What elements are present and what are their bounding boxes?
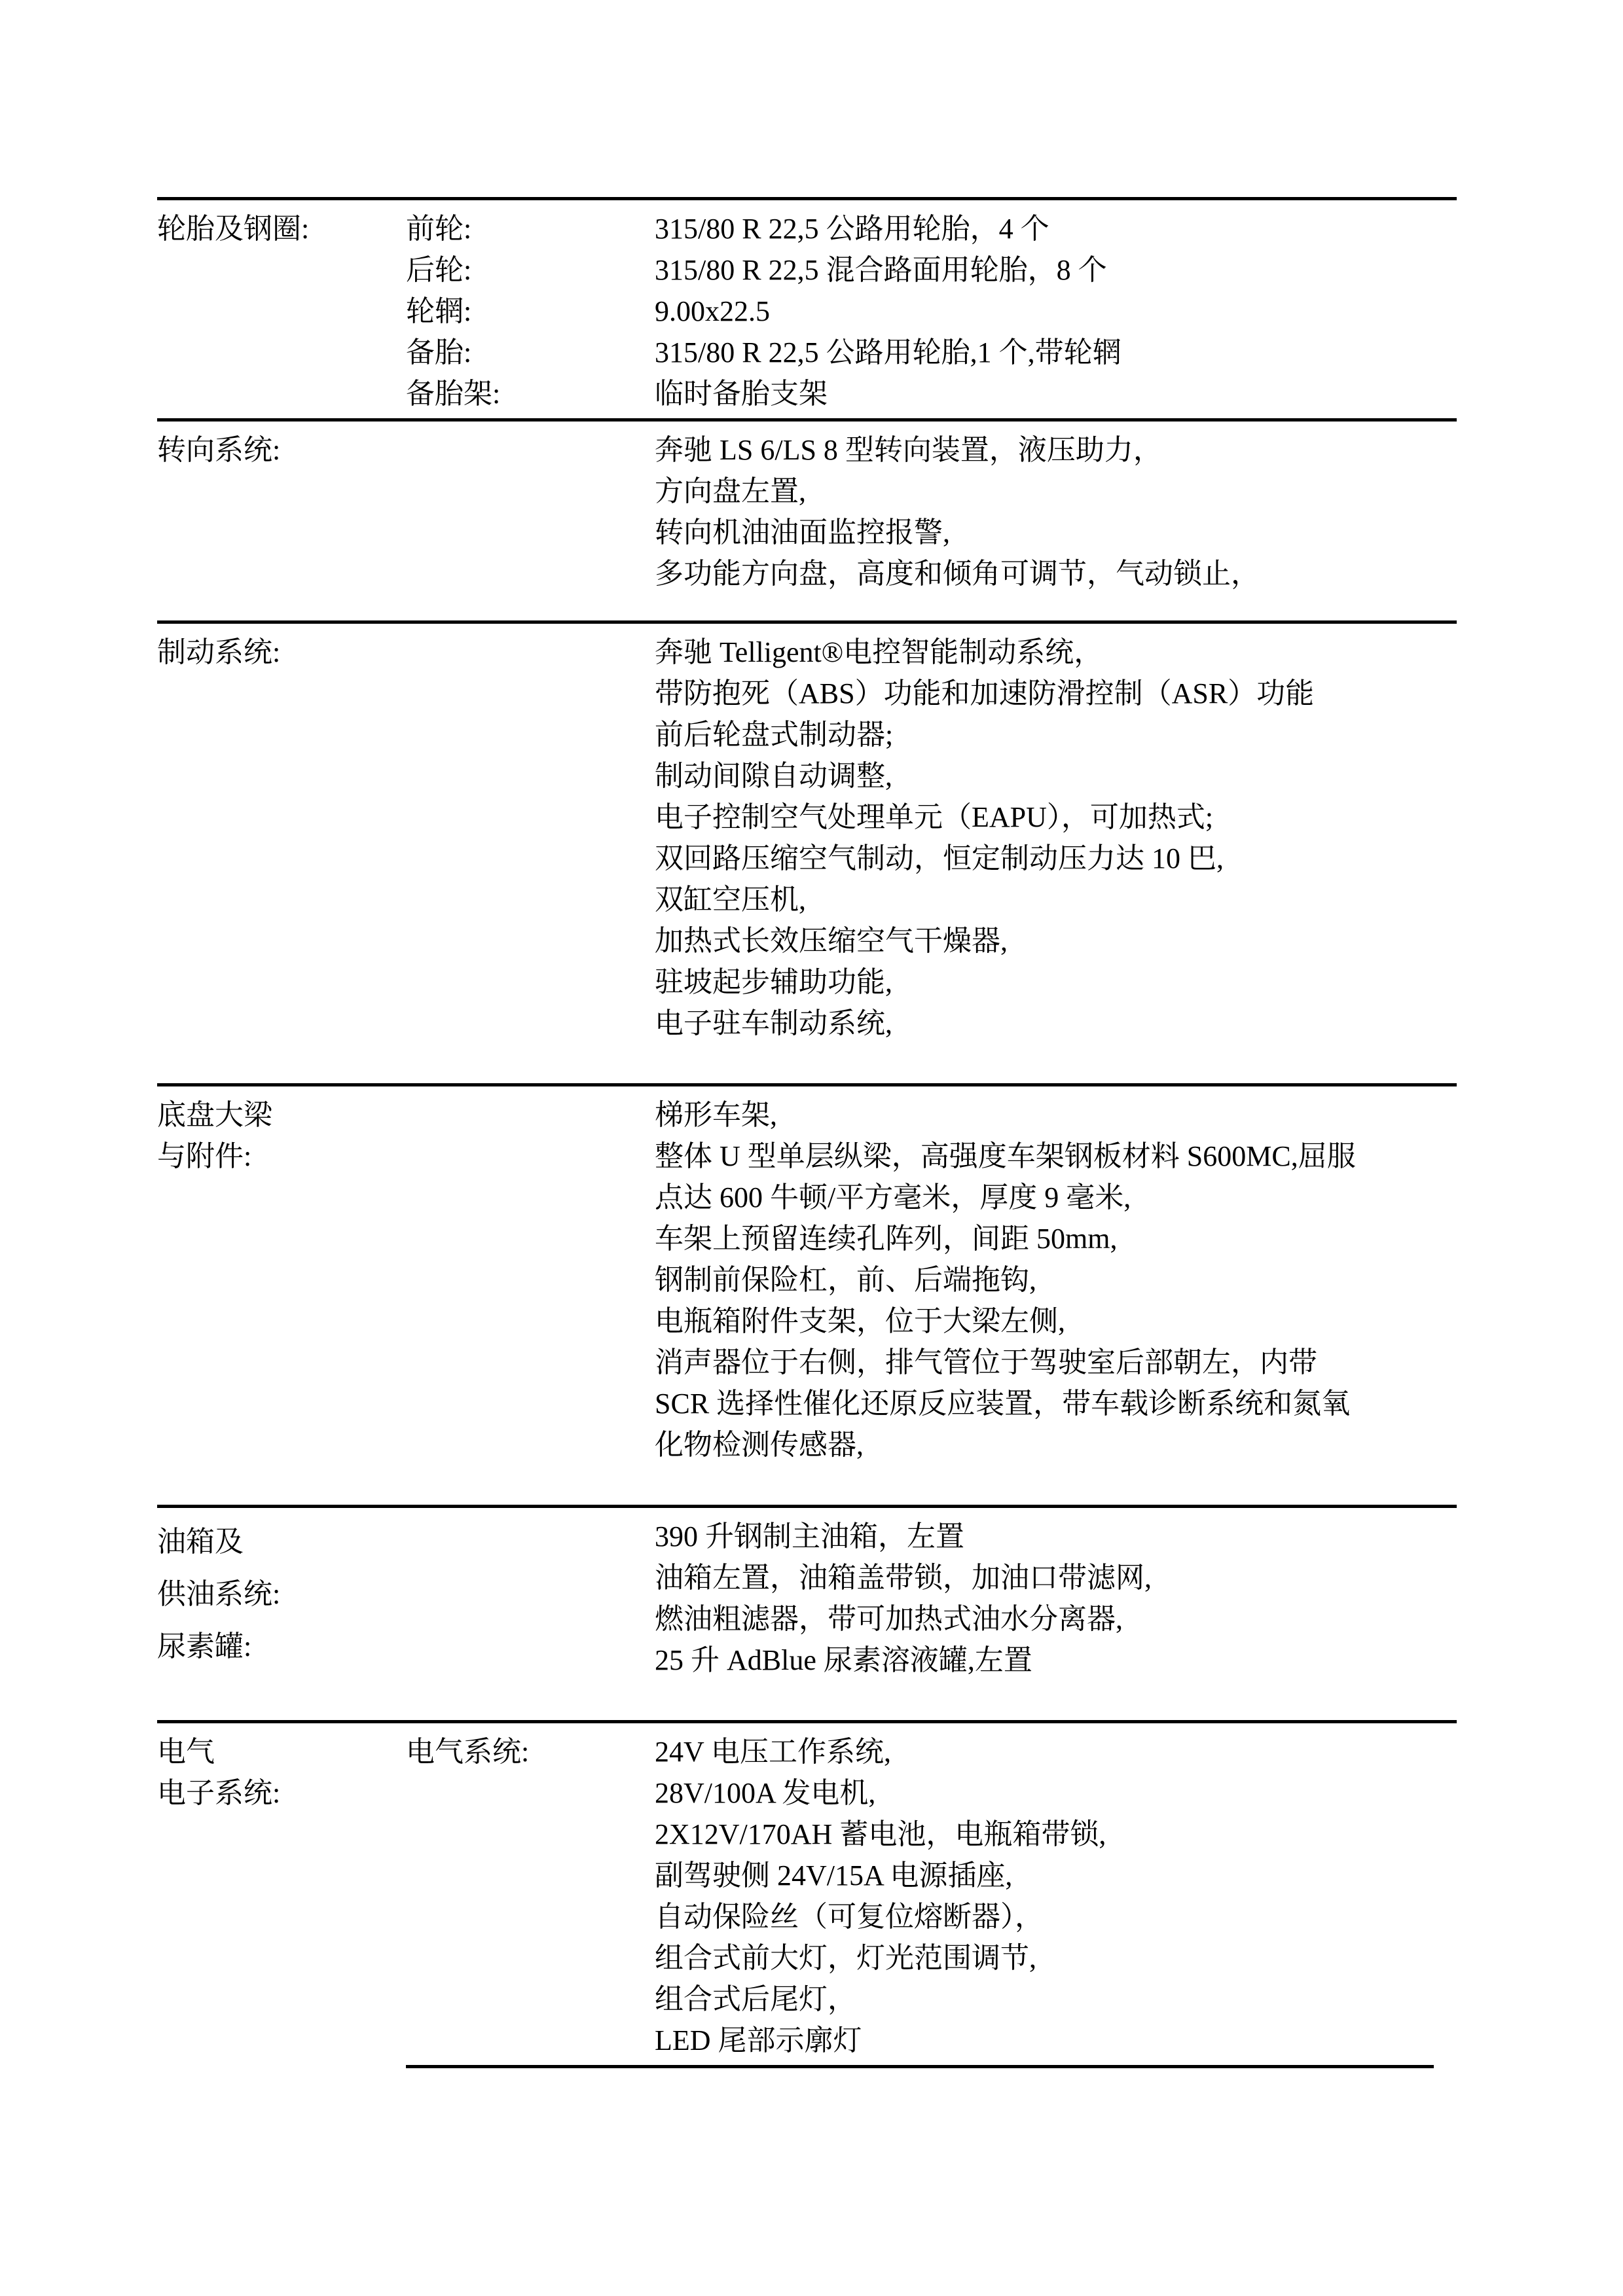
spec-value-line: 2X12V/170AH 蓄电池，电瓶箱带锁, [655,1818,1106,1850]
row-labels [406,1731,655,1772]
spec-value-line: 多功能方向盘，高度和倾角可调节，气动锁止， [655,558,1260,590]
spec-values [655,208,1463,414]
section-divider-bottom [406,2065,1434,2068]
spec-value-line: 315/80 R 22,5 公路用轮胎,1 个,带轮辋 [655,336,1122,368]
section-braking [157,624,1467,1083]
spec-value-line: 临时备胎支架 [655,378,828,410]
spec-values [655,1731,1463,2061]
spec-value-line: 自动保险丝（可复位熔断器）， [655,1901,1044,1933]
spec-value-line: 梯形车架, [655,1099,777,1131]
section-label-line: 油箱及 [157,1526,244,1558]
spec-value-line: 加热式长效压缩空气干燥器, [655,925,1008,957]
spec-value-line: 消声器位于右侧，排气管位于驾驶室后部朝左，内带 [655,1346,1317,1378]
spec-value-line: 24V 电压工作系统, [655,1736,891,1768]
spec-value-line: 电子驻车制动系统, [655,1007,892,1039]
spec-value-line: 电瓶箱附件支架，位于大梁左侧, [655,1305,1065,1337]
spec-values [655,429,1463,594]
section-label-line: 制动系统: [157,636,281,668]
section-label [157,208,406,249]
spec-values [655,1516,1463,1681]
spec-value-line: 组合式前大灯，灯光范围调节, [655,1942,1036,1974]
spec-value-line: 25 升 AdBlue 尿素溶液罐,左置 [655,1644,1032,1676]
spec-value-line: SCR 选择性催化还原反应装置，带车载诊断系统和氮氧 [655,1388,1351,1420]
section-tires [157,200,1467,418]
spec-value-line: 车架上预留连续孔阵列，间距 50mm, [655,1223,1118,1255]
section-fuel [157,1508,1467,1720]
spec-value-line: 组合式后尾灯， [655,1983,856,2015]
spec-value-line: 315/80 R 22,5 混合路面用轮胎，8 个 [655,254,1107,286]
section-label [157,1731,406,1814]
spec-value-line: 驻坡起步辅助功能, [655,966,892,998]
spec-value-line: 315/80 R 22,5 公路用轮胎，4 个 [655,213,1049,245]
section-label [157,632,406,673]
spec-value-line: 点达 600 牛顿/平方毫米，厚度 9 毫米, [655,1181,1131,1213]
spec-value-line: 390 升钢制主油箱，左置 [655,1520,964,1552]
spec-value-line: 副驾驶侧 24V/15A 电源插座, [655,1859,1013,1892]
spec-value-line: 钢制前保险杠，前、后端拖钩, [655,1264,1036,1296]
spec-value-line: 奔驰 LS 6/LS 8 型转向装置，液压助力， [655,434,1162,466]
row-label: 备胎: [406,336,472,368]
spec-value-line: 转向机油油面监控报警, [655,516,950,548]
section-label-line: 底盘大梁 [157,1099,272,1131]
spec-value-line: 28V/100A 发电机, [655,1777,876,1809]
spec-value-line: 化物检测传感器, [655,1429,864,1461]
section-label [157,429,406,471]
section-label-line: 电气 [157,1736,215,1768]
spec-value-line: 电子控制空气处理单元（EAPU），可加热式; [655,801,1214,833]
section-label-line: 与附件: [157,1140,252,1172]
section-label-line: 电子系统: [157,1777,281,1809]
row-label: 轮辋: [406,295,472,327]
spec-value-line: 整体 U 型单层纵梁，高强度车架钢板材料 S600MC,屈服 [655,1140,1356,1172]
row-label: 后轮: [406,254,472,286]
section-label [157,1094,406,1177]
section-label-line: 尿素罐: [157,1630,252,1662]
spec-value-line: 双缸空压机, [655,884,806,916]
spec-values [655,632,1463,1044]
section-steering [157,422,1467,620]
section-label-line: 供油系统: [157,1578,281,1610]
spec-value-line: 方向盘左置, [655,475,806,507]
section-label-line: 轮胎及钢圈: [157,213,310,245]
row-label: 备胎架: [406,378,501,410]
section-label-line: 转向系统: [157,434,281,466]
spec-value-line: 制动间隙自动调整, [655,760,892,792]
spec-value-line: 奔驰 Telligent®电控智能制动系统， [655,636,1103,668]
spec-value-line: LED 尾部示廓灯 [655,2024,862,2056]
spec-value-line: 燃油粗滤器，带可加热式油水分离器, [655,1603,1123,1635]
spec-value-line: 9.00x22.5 [655,295,770,327]
spec-values [655,1094,1463,1465]
section-chassis [157,1086,1467,1505]
row-labels [406,208,655,414]
spec-value-line: 油箱左置，油箱盖带锁，加油口带滤网, [655,1562,1152,1594]
spec-value-line: 双回路压缩空气制动，恒定制动压力达 10 巴, [655,842,1224,874]
spec-table [157,197,1467,2068]
section-label [157,1516,406,1673]
spec-value-line: 带防抱死（ABS）功能和加速防滑控制（ASR）功能 [655,677,1315,709]
spec-value-line: 前后轮盘式制动器; [655,719,894,751]
row-label: 前轮: [406,213,472,245]
section-electrical [157,1723,1467,2065]
row-label: 电气系统: [406,1736,530,1768]
